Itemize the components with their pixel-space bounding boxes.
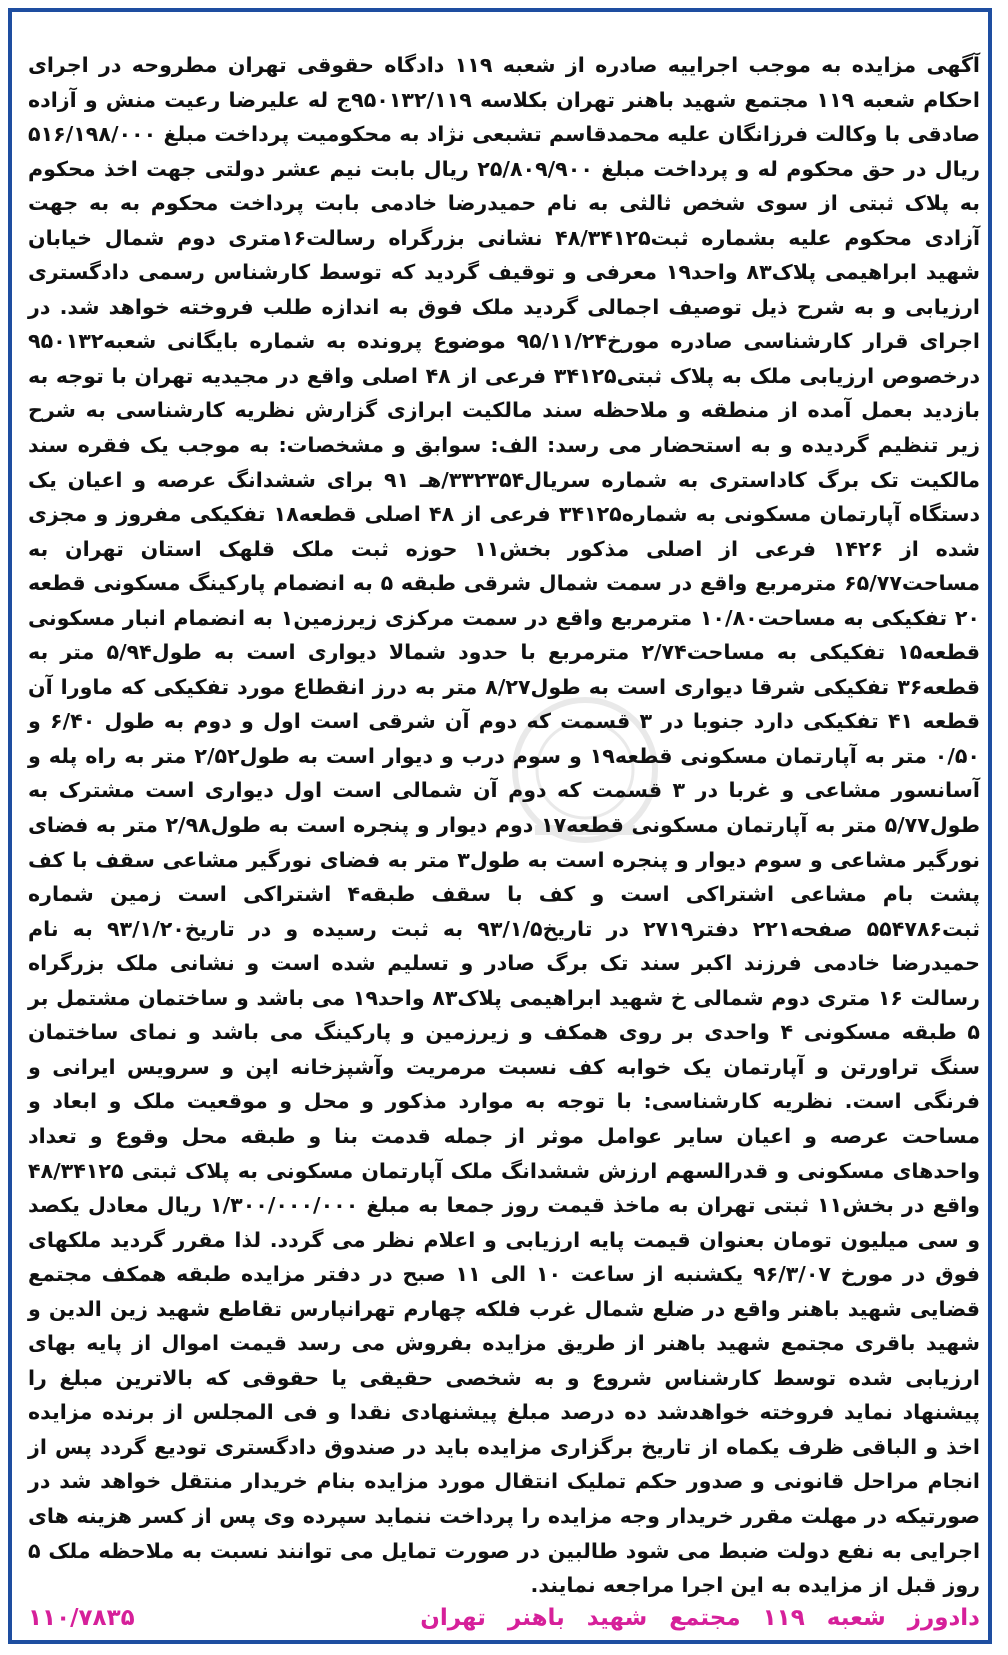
auction-notice-body bbox=[28, 48, 980, 1603]
notice-number: ۱۱۰/۷۸۳۵ bbox=[28, 1605, 135, 1631]
issuer-signature: دادورز شعبه ۱۱۹ مجتمع شهید باهنر تهران bbox=[420, 1605, 980, 1631]
notice-text: آگهی مزایده به موجب اجراییه صادره از شعبه ۱۱۹ دادگاه حقوقی تهران مطروحه در اجرای احکام شعبه ۱۱۹ مجتمع شهید باهنر تهران بکلاسه ۹۵۰۱۳۲/۱۱۹ج له علیرضا رعیت منش و آزاده صادقی با وکالت فرزانگان علیه محمدقاسم تشبعی نژاد به محکومیت پرداخت مبلغ ۵۱۶/۱۹۸/۰۰۰ ریال در حق محکوم له و پرداخت مبلغ ۲۵/۸۰۹/۹۰۰ ریال بابت نیم عشر دولتی جهت اخذ محکوم به پلاک ثبتی از سوی شخص ثالثی به نام حمیدرضا خادمی بابت پرداخت محکوم به به جهت آزادی محکوم علیه بشماره ثبت۴۸/۳۴۱۲۵ نشانی بزرگراه رسالت۱۶متری دوم شمال خیابان شهید ابراهیمی پلاک۸۳ واحد۱۹ معرفی و توقیف گردید که توسط کارشناس رسمی دادگستری ارزیابی و به شرح ذیل توصیف اجمالی گردید ملک فوق به اندازه طلب فروخته خواهد شد. در اجرای قرار کارشناسی صادره مورخ۹۵/۱۱/۲۴ موضوع پرونده به شماره بایگانی شعبه۹۵۰۱۳۲ درخصوص ارزیابی ملک به پلاک ثبتی۳۴۱۲۵ فرعی از ۴۸ اصلی واقع در مجیدیه تهران با توجه به بازدید بعمل آمده از منطقه و ملاحظه سند مالکیت ابرازی گزارش نظریه کارشناسی به شرح زیر تنظیم گردیده و به استحضار می رسد: الف: سوابق و مشخصات: به موجب یک فقره سند مالکیت تک برگ کاداستری به شماره سریال۳۳۲۳۵۴/هـ ۹۱ برای ششدانگ عرصه و اعیان یک دستگاه آپارتمان مسکونی به شماره۳۴۱۲۵ فرعی از ۴۸ اصلی قطعه۱۸ تفکیکی مفروز و مجزی شده از ۱۴۲۶ فرعی از اصلی مذکور بخش۱۱ حوزه ثبت ملک قلهک استان تهران به مساحت۶۵/۷۷ مترمربع واقع در سمت شمال شرقی طبقه ۵ به انضمام پارکینگ مسکونی قطعه ۲۰ تفکیکی به مساحت۱۰/۸۰ مترمربع واقع در سمت مرکزی زیرزمین۱ به انضمام انبار مسکونی قطعه۱۵ تفکیکی به مساحت۲/۷۴ مترمربع با حدود شمالا دیواری است به طول۵/۹۴ متر به قطعه۳۶ تفکیکی شرقا دیواری است به طول۸/۲۷ متر به درز انقطاع مورد تفکیکی که ماورا آن قطعه ۴۱ تفکیکی دارد جنوبا در ۳ قسمت که دوم آن شرقی است اول و دوم به طول ۶/۴۰ و ۰/۵۰ متر به آپارتمان مسکونی قطعه۱۹ و سوم درب و دیوار است به طول۲/۵۲ متر به راه پله و آسانسور مشاعی و غربا در ۳ قسمت که دوم آن شمالی است اول دیواری است مشترک به طول۵/۷۷ متر به آپارتمان مسکونی قطعه۱۷ دوم دیوار و پنجره است به طول۲/۹۸ متر به فضای نورگیر مشاعی و سوم دیوار و پنجره است به طول۳ متر به فضای نورگیر مشاعی سقف با کف پشت بام مشاعی اشتراکی است و کف با سقف طبقه۴ اشتراکی است زمین شماره ثبت۵۵۴۷۸۶ صفحه۲۲۱ دفتر۲۷۱۹ در تاریخ۹۳/۱/۵ به ثبت رسیده و در تاریخ۹۳/۱/۲۰ به نام حمیدرضا خادمی فرزند اکبر سند تک برگ صادر و تسلیم شده است و نشانی ملک بزرگراه رسالت ۱۶ متری دوم شمالی خ شهید ابراهیمی پلاک۸۳ واحد۱۹ می باشد و ساختمان مشتمل بر ۵ طبقه مسکونی ۴ واحدی بر روی همکف و زیرزمین و پارکینگ می باشد و نمای ساختمان سنگ تراورتن و آپارتمان یک خوابه کف نسبت مرمریت وآشپزخانه اپن و سرویس ایرانی و فرنگی است. نظریه کارشناسی: با توجه به موارد مذکور و محل و موقعیت ملک و ابعاد و مساحت عرصه و اعیان سایر عوامل موثر از جمله قدمت بنا و طبقه محل وقوع و تعداد واحدهای مسکونی و قدرالسهم ارزش ششدانگ ملک آپارتمان مسکونی به پلاک ثبتی ۴۸/۳۴۱۲۵ واقع در بخش۱۱ ثبتی تهران به ماخذ قیمت روز جمعا به مبلغ ۱/۳۰۰/۰۰۰/۰۰۰ ریال معادل یکصد و سی میلیون تومان بعنوان قیمت پایه ارزیابی و اعلام نظر می گردد. لذا مقرر گردید ملکهای فوق در مورخ ۹۶/۳/۰۷ یکشنبه از ساعت ۱۰ الی ۱۱ صبح در دفتر مزایده طبقه همکف مجتمع قضایی شهید باهنر واقع در ضلع شمال غرب فلکه چهارم تهرانپارس تقاطع شهید زین الدین و شهید باقری مجتمع شهید باهنر از طریق مزایده بفروش می رسد قیمت اموال از پایه بهای ارزیابی شده توسط کارشناس شروع و به شخصی حقیقی یا حقوقی که بالاترین مبلغ را پیشنهاد نماید فروخته خواهدشد ده درصد مبلغ پیشنهادی نقدا و فی المجلس از برنده مزایده اخذ و الباقی ظرف یکماه از تاریخ برگزاری مزایده باید در صندوق دادگستری تودیع گردد پس از انجام مراحل قانونی و صدور حکم تملیک انتقال مورد مزایده بنام خریدار منتقل خواهد شد در صورتیکه در مهلت مقرر خریدار وجه مزایده را پرداخت ننماید سپرده وی پس از کسر هزینه های اجرایی به نفع دولت ضبط می شود طالبین در صورت تمایل می توانند نسبت به ملاحظه ملک ۵ روز قبل از مزایده به این اجرا مراجعه نمایند. bbox=[28, 53, 981, 1598]
signature-row bbox=[28, 1598, 980, 1638]
